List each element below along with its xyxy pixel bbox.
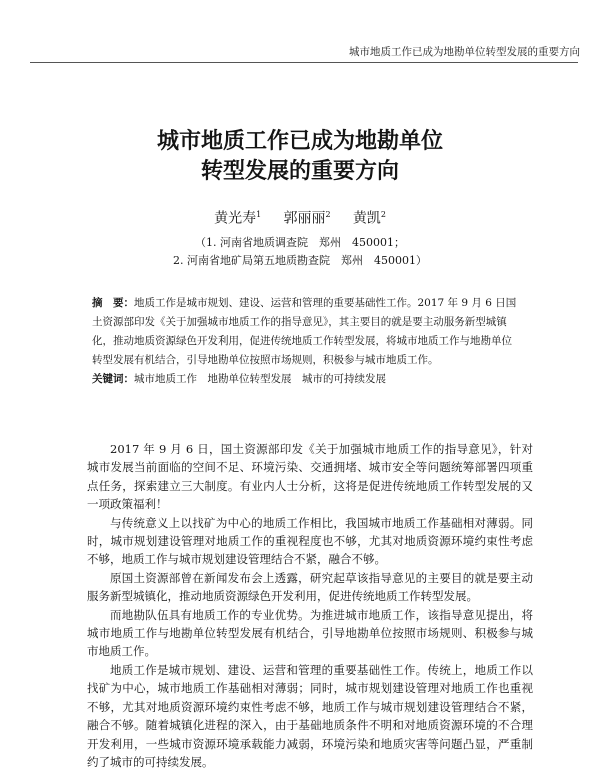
body-paragraph: 原国土资源部曾在新闻发布会上透露，研究起草该指导意见的主要目的就是要主动服务新型城镇化，推动地质资源绿色开发利用，促进传统地质工作转型发展。: [87, 570, 533, 604]
header-rule: [30, 62, 578, 63]
title-line-2: 转型发展的重要方向: [200, 158, 399, 184]
keywords-label: 关键词：: [92, 373, 134, 385]
abstract-block: [92, 294, 522, 389]
abstract-text: 地质工作是城市规划、建设、运营和管理的重要基础性工作。2017 年 9 月 6 日国土资源部印发《关于加强城市地质工作的指导意见》，其主要目的就是要主动服务新型城镇化，推动地质资源绿色开发利用，促进传统地质工作转型发展，将城市地质工作与地勘单位转型发展有机结合，引导地勘单位按照市场规则，积极参与城市地质工作。: [92, 297, 517, 366]
author-superscript: 2: [380, 210, 386, 219]
article-body: [87, 440, 533, 771]
abstract: [92, 294, 522, 370]
affiliations: [120, 234, 480, 270]
running-head: 城市地质工作已成为地勘单位转型发展的重要方向: [349, 46, 580, 58]
article-title: [60, 126, 540, 186]
author-name: 黄凯: [352, 210, 381, 227]
author-superscript: 2: [325, 210, 331, 219]
body-paragraph: 地质工作是城市规划、建设、运营和管理的重要基础性工作。传统上，地质工作以找矿为中心，城市地质工作基础相对薄弱；同时，城市规划建设管理对地质工作也重视不够，尤其对地质资源环境约束性考虑不够，地质工作与城市规划建设管理结合不紧，融合不够。随着城镇化进程的深入，由于基础地质条件不明和对地质资源环境的不合理开发利用，一些城市资源环境承载能力减弱，环境污染和地质灾害等问题凸显，严重制约了城市的可持续发展。: [87, 662, 533, 769]
affiliation-line: （1. 河南省地质调查院 郑州 450001；: [195, 236, 405, 249]
abstract-label: 摘 要：: [92, 297, 134, 309]
body-paragraph: 2017 年 9 月 6 日，国土资源部印发《关于加强城市地质工作的指导意见》，针对城市发展当前面临的空间不足、环境污染、交通拥堵、城市安全等问题统筹部署四项重点任务，探索建立三大制度。有业内人士分析，这将是促进传统地质工作转型发展的又一项政策福利！: [87, 442, 533, 512]
body-paragraph: 与传统意义上以找矿为中心的地质工作相比，我国城市地质工作基础相对薄弱。同时，城市规划建设管理对地质工作的重视程度也不够，尤其对地质资源环境约束性考虑不够，地质工作与城市规划建设管理结合不紧，融合不够。: [87, 515, 533, 567]
keywords-text: 城市地质工作 地勘单位转型发展 城市的可持续发展: [134, 373, 386, 385]
author-superscript: 1: [256, 210, 262, 219]
title-line-1: 城市地质工作已成为地勘单位: [156, 128, 443, 154]
author-name: 郭丽丽: [283, 210, 326, 227]
affiliation-line: 2. 河南省地矿局第五地质勘查院 郑州 450001）: [173, 254, 427, 267]
body-paragraph: 而地勘队伍具有地质工作的专业优势。为推进城市地质工作，该指导意见提出，将城市地质工作与地勘单位转型发展有机结合，引导地勘单位按照市场规则、积极参与城市地质工作。: [87, 607, 533, 659]
author-name: 黄光寿: [214, 210, 257, 227]
keywords: [92, 370, 522, 389]
author-list: [120, 206, 480, 228]
